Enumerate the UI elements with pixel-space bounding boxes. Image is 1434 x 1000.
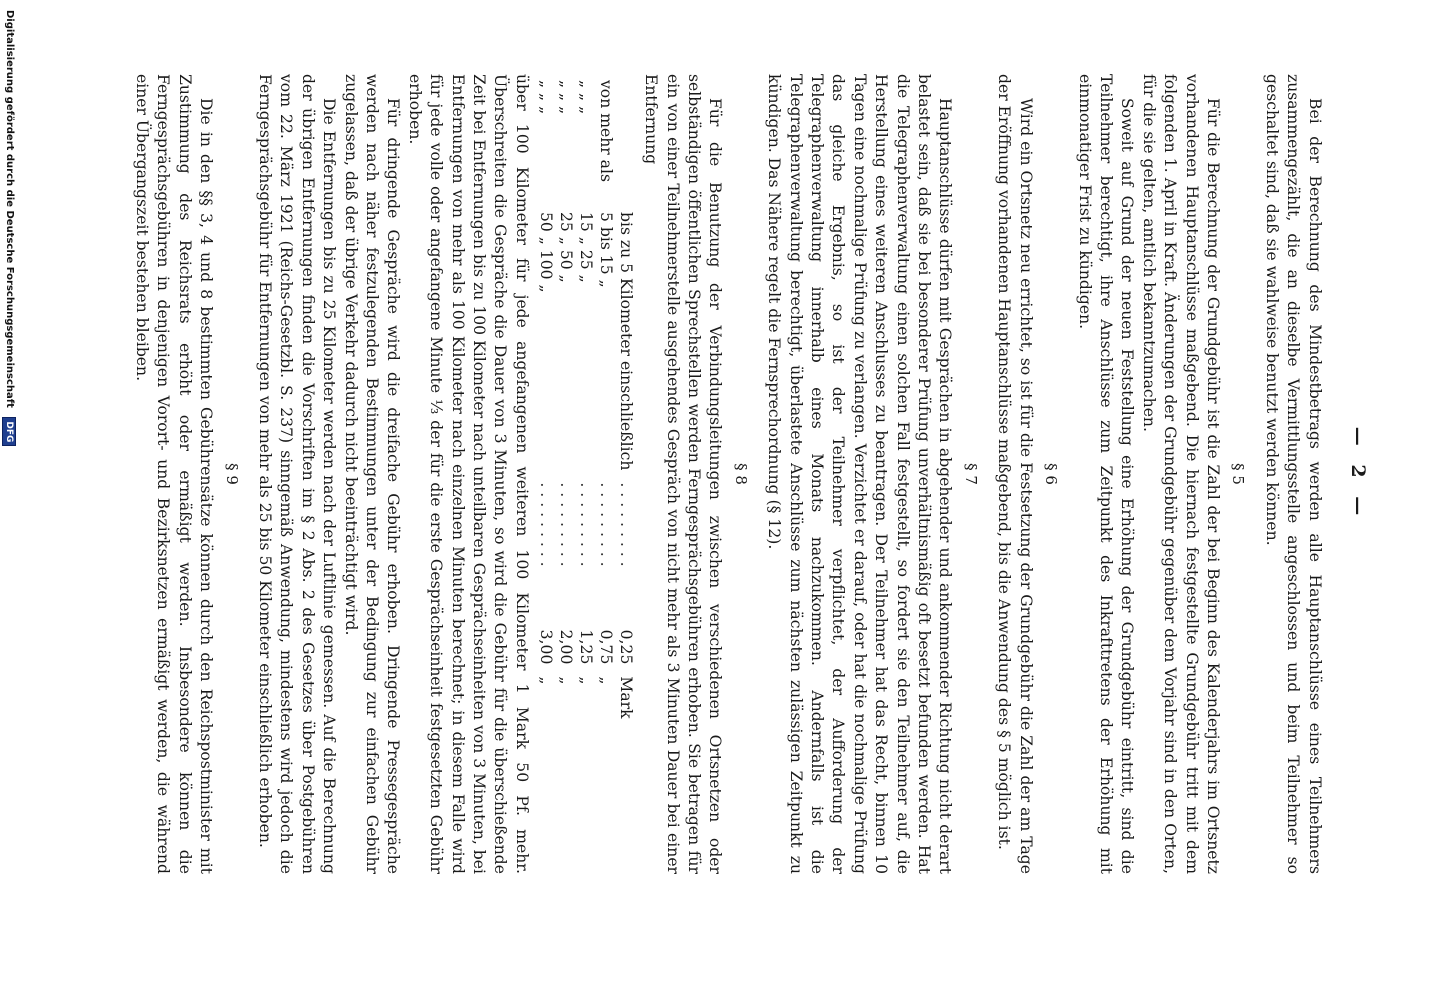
fee-amount: 3,00 — [536, 629, 555, 665]
fee-unit: „ — [556, 676, 575, 685]
fee-leader: . . . . . . . . . — [576, 482, 595, 567]
fee-label: von mehr als — [596, 80, 615, 182]
fee-label — [616, 74, 636, 206]
fee-amount: 0,25 — [616, 629, 635, 665]
fee-range: 5 bis 15 „ — [596, 212, 615, 288]
fee-range: 25 „ 50 „ — [556, 212, 575, 283]
section-5-paragraph-2: Soweit auf Grund der neuen Feststellung eine Erhöhung der Grundgebühr eintritt, sind die Teilnehmer berechtigt, ihre Anschlüsse zum Zeitpunkt des Inkrafttretens der Erhöhung mit einmonatiger Frist zu kündigen. — [1075, 74, 1137, 874]
fee-amount: 2,00 — [556, 629, 575, 665]
fee-row — [536, 74, 556, 732]
fee-row — [596, 74, 616, 732]
fee-unit: „ — [536, 676, 555, 685]
fee-range: 50 „ 100 „ — [536, 212, 555, 293]
fee-row — [556, 74, 576, 732]
fee-amount: 1,25 — [576, 629, 595, 665]
fee-amount: 0,75 — [596, 629, 615, 665]
fee-leader: . . . . . . . . . — [616, 482, 635, 567]
fee-table — [536, 74, 636, 732]
fee-leader: . . . . . . . . . — [556, 482, 575, 567]
fee-leader: . . . . . . . . . — [596, 482, 615, 567]
fee-range: 15 „ 25 „ — [576, 212, 595, 283]
section-6-paragraph-1: Wird ein Ortsnetz neu errichtet, so ist für die Festsetzung der Grundgebühr die Zahl der am Tage der Eröffnung vorhandenen Hauptanschlüsse maßgebend, bis die Anwendung des § 5 möglich ist. — [995, 74, 1035, 874]
section-7-paragraph-1: Hauptanschlüsse dürfen mit Gesprächen in abgehender und ankommender Richtung nicht derart belastet sein, daß sie bei besonderer Prüfung unverhältnismäßig oft besetzt befunden werden. Hat die Telegraphenverwaltung einen solchen Fall festgestellt, so fordert sie den Teilnehmer auf, die Herstellung eines weiteren Anschlusses zu beantragen. Der Teilnehmer hat das Recht, binnen 10 Tagen eine nochmalige Prüfung zu verlangen. Verzichtet er darauf, oder hat die nochmalige Prüfung das gleiche Ergebnis, so ist der Teilnehmer verpflichtet, der Aufforderung der Telegraphenverwaltung innerhalb eines Monats nachzukommen. Andernfalls ist die Telegraphenverwaltung berechtigt, überlastete Anschlüsse zum nächsten zulässigen Zeitpunkt zu kündigen. Das Nähere regelt die Fernsprechordnung (§ 12). — [765, 74, 955, 874]
section-heading-8: § 8 — [731, 463, 750, 485]
section-heading-7: § 7 — [961, 463, 980, 485]
fee-range: bis zu 5 Kilometer einschließlich — [616, 212, 635, 471]
fee-label: „ „ „ — [576, 80, 595, 115]
fee-label: „ „ „ — [556, 80, 575, 115]
section-8-paragraph-1: über 100 Kilometer für jede angefangenen weiteren 100 Kilometer 1 Mark 50 Pf. mehr. Überschreiten die Gespräche die Dauer von 3 Minuten, so wird die Gebühr für die überschießende Zeit bei Entfernungen bis zu 100 Kilometer nach unteilbaren Gesprächseinheiten von 3 Minuten, bei Entfernungen von mehr als 100 Kilometer nach einzelnen Minuten berechnet; in diesem Falle wird für jede volle oder angefangene Minute ⅓ der für die erste Gesprächseinheit festgesetzten Gebühr erhoben. — [405, 74, 531, 874]
section-heading-9: § 9 — [222, 463, 241, 485]
section-8-paragraph-2: Für dringende Gespräche wird die dreifache Gebühr erhoben. Dringende Pressegespräche werden nach näher festzulegenden Bestimmungen unter der Bedingung zur einfachen Gebühr zugelassen, daß der übrige Verkehr dadurch nicht beeinträchtigt wird. — [341, 74, 403, 874]
footer-credit-text: Digitalisierung gefördert durch die Deutsche Forschungsgemeinschaft — [4, 10, 15, 408]
fee-unit: „ — [576, 676, 595, 685]
dfg-logo: DFG — [2, 417, 16, 446]
section-8-paragraph-3: Die Entfernungen bis zu 25 Kilometer werden nach der Luftlinie gemessen. Auf die Berechnung der übrigen Entfernungen finden die Vorschriften im § 2 Abs. 2 des Gesetzes über Postgebühren vom 22. März 1921 (Reichs-Gesetzbl. S. 237) sinngemäß Anwendung, mindestens wird jedoch die Ferngesprächsgebühr für Entfernungen von mehr als 25 bis 50 Kilometer einschließlich erhoben. — [255, 74, 339, 874]
section-9-paragraph-1: Die in den §§ 3, 4 und 8 bestimmten Gebührensätze können durch den Reichspostminister mit Zustimmung des Reichsrats erhöht oder ermäßigt werden. Insbesondere können die Ferngesprächsgebühren in denjenigen Vorort- und Bezirksnetzen ermäßigt werden, die während einer Übergangszeit bestehen bleiben. — [132, 74, 216, 874]
fee-label: „ „ „ — [536, 80, 555, 115]
section-8-intro: Für die Benutzung der Verbindungsleitungen zwischen verschiedenen Ortsnetzen oder selbständigen öffentlichen Sprechstellen werden Ferngesprächsgebühren erhoben. Sie betragen für ein von einer Teilnehmerstelle ausgehendes Gespräch von nicht mehr als 3 Minuten Dauer bei einer Entfernung — [642, 74, 725, 874]
page-content — [131, 74, 1375, 874]
section-heading-6: § 6 — [1042, 463, 1061, 485]
footer-inner — [2, 10, 16, 446]
page-number: — 2 — — [1347, 426, 1369, 522]
fee-row — [616, 74, 636, 732]
fee-row — [576, 74, 596, 732]
intro-paragraph: Bei der Berechnung des Mindestbetrags werden alle Hauptanschlüsse eines Teilnehmers zusammengezählt, die an dieselbe Vermittlungsstelle angeschlossen und beim Teilnehmer so geschaltet sind, daß sie wahlweise benutzt werden können. — [1262, 74, 1324, 874]
fee-unit: „ — [596, 676, 615, 685]
section-5-paragraph-1: Für die Berechnung der Grundgebühr ist die Zahl der bei Beginn des Kalenderjahrs im Ortsnetz vorhandenen Hauptanschlüsse maßgebend. Die hiernach festgestellte Grundgebühr tritt mit dem folgenden 1. April in Kraft. Änderungen der Grundgebühr gegenüber dem Vorjahr sind in den Orten, für die sie gelten, amtlich bekanntzumachen. — [1139, 74, 1222, 874]
fee-unit: Mark — [616, 676, 635, 719]
fee-leader: . . . . . . . . . — [536, 482, 555, 567]
section-heading-5: § 5 — [1229, 463, 1248, 485]
